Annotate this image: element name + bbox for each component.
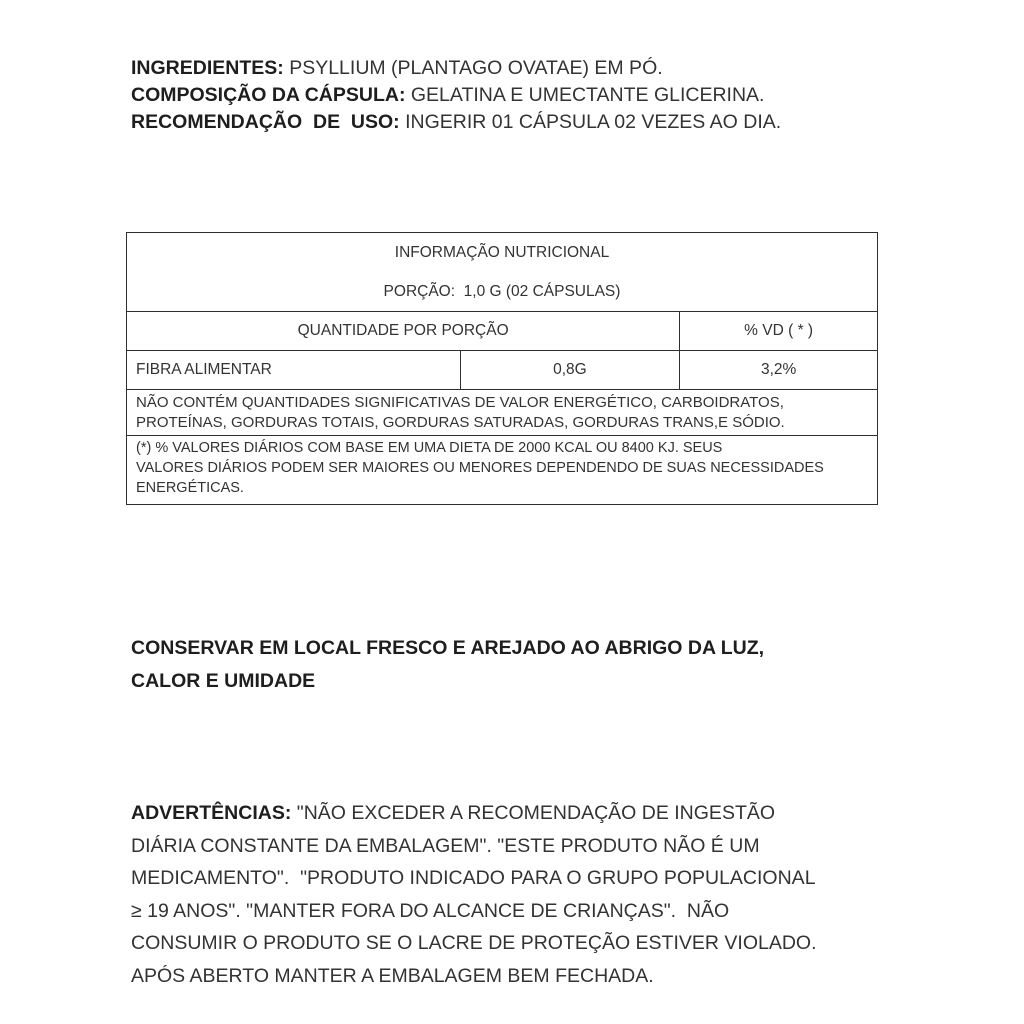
not-significant-note bbox=[127, 390, 878, 436]
warnings-text-1: "NÃO EXCEDER A RECOMENDAÇÃO DE INGESTÃO bbox=[296, 802, 776, 824]
nutrient-daily-value: 3,2% bbox=[680, 351, 878, 390]
quantity-per-portion-header: QUANTIDADE POR PORÇÃO bbox=[127, 312, 680, 351]
storage-line-1: CONSERVAR EM LOCAL FRESCO E AREJADO AO ABRIGO DA LUZ, bbox=[131, 637, 765, 659]
table-row bbox=[127, 351, 878, 390]
warnings-label: ADVERTÊNCIAS: bbox=[131, 802, 292, 824]
warnings-line-2: DIÁRIA CONSTANTE DA EMBALAGEM". "ESTE PRODUTO NÃO É UM bbox=[131, 834, 760, 857]
daily-values-footnote bbox=[127, 436, 878, 505]
footnote-line-2: VALORES DIÁRIOS PODEM SER MAIORES OU MENORES DEPENDENDO DE SUAS NECESSIDADES bbox=[136, 460, 824, 476]
usage-recommendation-text: INGERIR 01 CÁPSULA 02 VEZES AO DIA. bbox=[405, 111, 782, 133]
nutrient-amount: 0,8G bbox=[460, 351, 680, 390]
ingredients-label: INGREDIENTES: bbox=[131, 57, 284, 79]
nutrition-title-cell bbox=[127, 233, 878, 312]
nutrient-name: FIBRA ALIMENTAR bbox=[127, 351, 461, 390]
capsule-composition-line bbox=[131, 82, 991, 109]
footnote-line-1: (*) % VALORES DIÁRIOS COM BASE EM UMA DIETA DE 2000 KCAL OU 8400 KJ. SEUS bbox=[136, 440, 723, 456]
note-line-1: NÃO CONTÉM QUANTIDADES SIGNIFICATIVAS DE VALOR ENERGÉTICO, CARBOIDRATOS, bbox=[136, 394, 784, 411]
warnings-line-6: APÓS ABERTO MANTER A EMBALAGEM BEM FECHADA. bbox=[131, 964, 654, 987]
nutrition-title: INFORMAÇÃO NUTRICIONAL bbox=[394, 243, 610, 261]
ingredients-line bbox=[131, 55, 991, 82]
daily-value-header: % VD ( * ) bbox=[680, 312, 878, 351]
nutrition-portion: PORÇÃO: 1,0 G (02 CÁPSULAS) bbox=[383, 282, 621, 300]
warnings-line-3: MEDICAMENTO". "PRODUTO INDICADO PARA O GRUPO POPULACIONAL bbox=[131, 867, 816, 889]
ingredients-text: PSYLLIUM (PLANTAGO OVATAE) EM PÓ. bbox=[289, 57, 663, 79]
nutrition-facts-table bbox=[126, 232, 878, 505]
capsule-composition-label: COMPOSIÇÃO DA CÁPSULA: bbox=[131, 84, 406, 106]
note-line-2: PROTEÍNAS, GORDURAS TOTAIS, GORDURAS SATURADAS, GORDURAS TRANS,E SÓDIO. bbox=[136, 414, 785, 431]
warnings-line-5: CONSUMIR O PRODUTO SE O LACRE DE PROTEÇÃO ESTIVER VIOLADO. bbox=[131, 932, 817, 954]
capsule-composition-text: GELATINA E UMECTANTE GLICERINA. bbox=[410, 84, 765, 106]
footnote-line-3: ENERGÉTICAS. bbox=[136, 480, 244, 496]
storage-instructions bbox=[131, 632, 851, 698]
usage-recommendation-line bbox=[131, 109, 991, 136]
usage-recommendation-label: RECOMENDAÇÃO DE USO: bbox=[131, 111, 400, 133]
storage-line-2: CALOR E UMIDADE bbox=[131, 670, 316, 692]
warnings-block bbox=[131, 797, 891, 992]
warnings-line-1 bbox=[131, 797, 891, 830]
product-info bbox=[131, 55, 991, 136]
warnings-line-4: ≥ 19 ANOS". "MANTER FORA DO ALCANCE DE CRIANÇAS". NÃO bbox=[131, 899, 730, 922]
